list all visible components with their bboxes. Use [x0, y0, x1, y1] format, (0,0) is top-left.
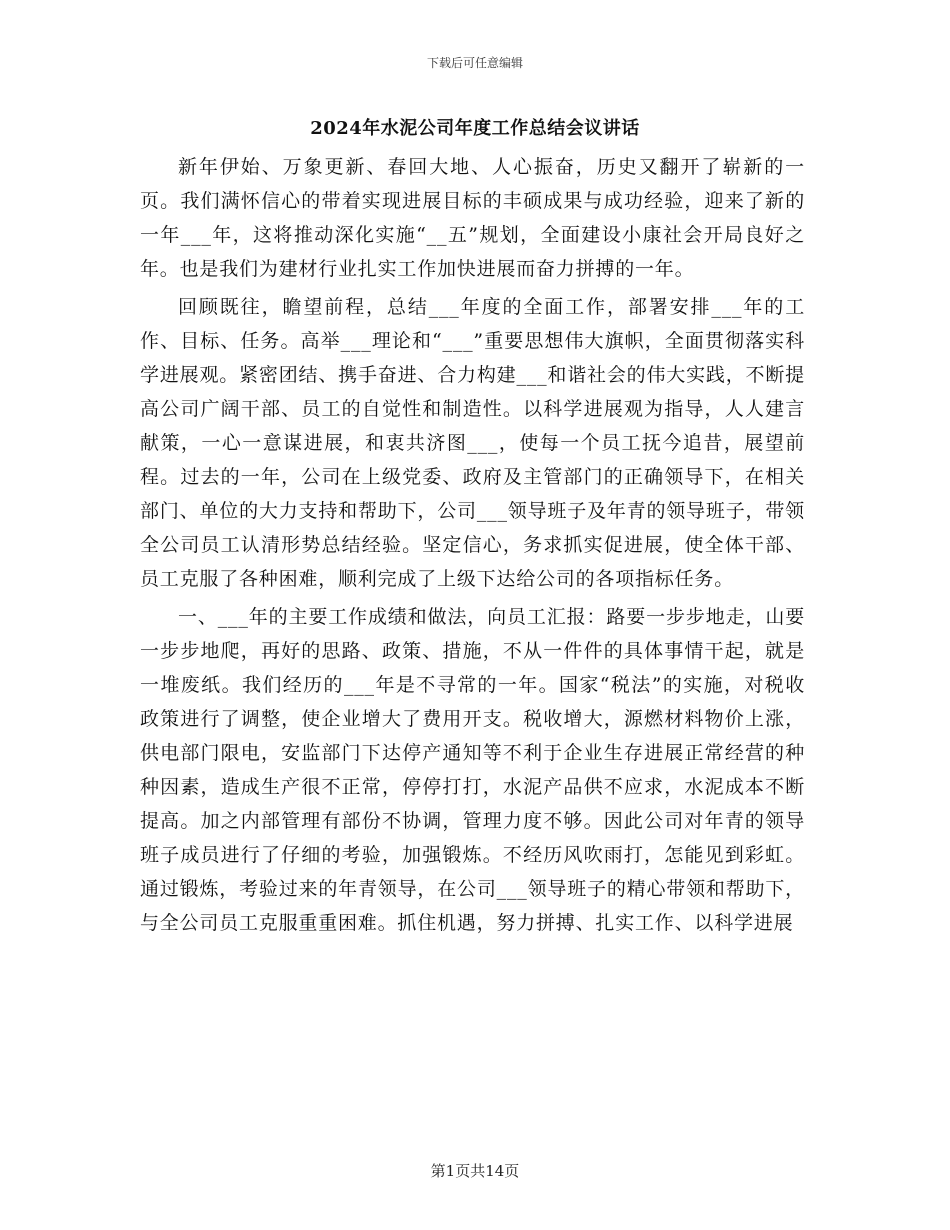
document-body — [140, 150, 805, 944]
paragraph-1: 新年伊始、万象更新、春回大地、人心振奋，历史又翻开了崭新的一页。我们满怀信心的带着实现进展目标的丰硕成果与成功经验，迎来了新的一年___年，这将推动深化实施“__五”规划，全面建设小康社会开局良好之年。也是我们为建材行业扎实工作加快进展而奋力拼搏的一年。 — [140, 156, 805, 280]
document-title: 2024年水泥公司年度工作总结会议讲话 — [310, 118, 640, 139]
page-footer: 第1页共14页 — [430, 1162, 520, 1180]
paragraph-3: 一、___年的主要工作成绩和做法，向员工汇报：路要一步步地走，山要一步步地爬，再好的思路、政策、措施，不从一件件的具体事情干起，就是一堆废纸。我们经历的___年是不寻常的一年。国家“税法”的实施，对税收政策进行了调整，使企业增大了费用开支。税收增大，源燃材料物价上涨，供电部门限电，安监部门下达停产通知等不利于企业生存进展正常经营的种种因素，造成生产很不正常，停停打打，水泥产品供不应求，水泥成本不断提高。加之内部管理有部份不协调，管理力度不够。因此公司对年青的领导班子成员进行了仔细的考验，加强锻炼。不经历风吹雨打，怎能见到彩虹。通过锻炼，考验过来的年青领导，在公司___领导班子的精心带领和帮助下，与全公司员工克服重重困难。抓住机遇，努力拼搏、扎实工作、以科学进展 — [140, 606, 805, 934]
paragraph-2: 回顾既往，瞻望前程，总结___年度的全面工作，部署安排___年的工作、目标、任务。高举___理论和“___”重要思想伟大旗帜，全面贯彻落实科学进展观。紧密团结、携手奋进、合力构建___和谐社会的伟大实践，不断提高公司广阔干部、员工的自觉性和制造性。以科学进展观为指导，人人建言献策，一心一意谋进展，和衷共济图___，使每一个员工抚今追昔，展望前程。过去的一年，公司在上级党委、政府及主管部门的正确领导下，在相关部门、单位的大力支持和帮助下，公司___领导班子及年青的领导班子，带领全公司员工认清形势总结经验。坚定信心，务求抓实促进展，使全体干部、员工克服了各种困难，顺利完成了上级下达给公司的各项指标任务。 — [140, 296, 805, 590]
header-note: 下载后可任意编辑 — [426, 56, 523, 70]
